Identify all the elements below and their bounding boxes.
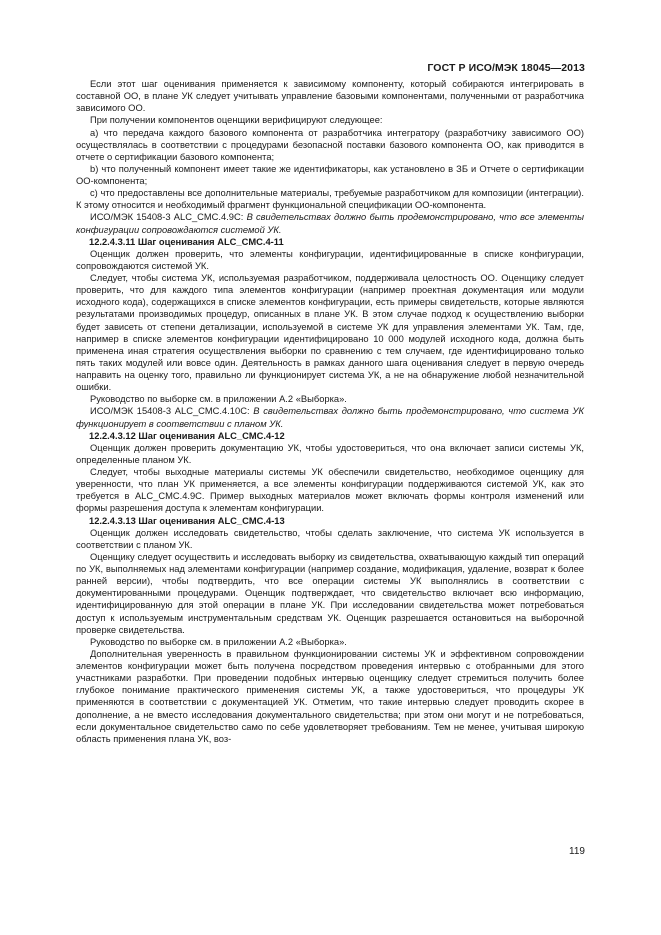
paragraph: c) что предоставлены все дополнительные материалы, требуемые разработчиком для композиции (интеграции). К этому относится и необходимый фрагмент функциональной спецификации ОО-компонента. <box>76 188 584 211</box>
paragraph: Следует, чтобы система УК, используемая разработчиком, поддерживала целостность ОО. Оценщику следует проверить, что для каждого типа элементов конфигурации (например проектная документация или модули исходного кода), содержащихся в списке элементов конфигурации, есть примеры свидетельств, которые являются результатами производимых процедур, описанных в плане УК. В этом случае подход к осуществлению выборки будет зависеть от степени детализации, используемой в системе УК для управления элементами УК. Там, где, например в списке элементов конфигурации идентифицировано 10 000 модулей исходного кода, должна быть применена иная стратегия осуществления выборки по сравнению с тем случаем, где идентифицировано только пять таких модулей или вовсе один. Деятельность в рамках данного шага оценивания следует в первую очередь направить на оценку того, правильно ли функционирует система УК, а не на обнаружение любой незначительной ошибки. <box>76 273 584 393</box>
paragraph: Оценщик должен исследовать свидетельство, чтобы сделать заключение, что система УК используется в соответствии с планом УК. <box>76 527 584 550</box>
reference-text: В свидетельствах должно быть продемонстрировано, что все элементы конфигурации сопровождаются системой УК. <box>76 212 584 235</box>
standard-reference <box>76 211 584 235</box>
paragraph: Следует, чтобы выходные материалы системы УК обеспечили свидетельство, необходимое оценщику для уверенности, что план УК применяется, а все элементы конфигурации поддерживаются системой УК, как это требуется в ALC_CMC.4.9C. Пример выходных материалов может включать формы контроля изменений или формы разрешения доступа к элементам конфигурации. <box>76 467 584 514</box>
reference-code: ИСО/МЭК 15408-3 ALC_CMC.4.10C: <box>90 406 250 417</box>
paragraph: Руководство по выборке см. в приложении А.2 «Выборка». <box>90 394 347 405</box>
paragraph: а) что передача каждого базового компонента от разработчика интегратору (разработчику зависимого ОО) осуществлялась в соответствии с процедурами безопасной поставки базового компонента ОО, как приводится в отчете о сертификации базового компонента; <box>76 127 584 162</box>
reference-code: ИСО/МЭК 15408-3 ALC_CMC.4.9C: <box>90 212 244 223</box>
paragraph: Оценщик должен проверить документацию УК, чтобы удостовериться, что она включает записи системы УК, определенные планом УК. <box>76 442 584 465</box>
reference-text: В свидетельствах должно быть продемонстрировано, что система УК функционирует в соответствии с планом УК. <box>76 406 584 429</box>
paragraph: b) что полученный компонент имеет такие же идентификаторы, как установлено в ЗБ и Отчете о сертификации ОО-компонента; <box>76 163 584 186</box>
standard-header: ГОСТ Р ИСО/МЭК 18045—2013 <box>427 62 585 74</box>
section-heading: 12.2.4.3.13 Шаг оценивания ALC_CMC.4-13 <box>89 515 285 526</box>
section-heading: 12.2.4.3.11 Шаг оценивания ALC_CMC.4-11 <box>89 236 284 247</box>
paragraph: При получении компонентов оценщики верифицируют следующее: <box>90 115 383 126</box>
standard-reference <box>76 405 584 429</box>
paragraph: Если этот шаг оценивания применяется к зависимому компоненту, который собираются интегрировать в составной ОО, в плане УК следует учитывать управление базовыми компонентами, полученными от разработчика зависимого ОО. <box>76 79 584 114</box>
page-number: 119 <box>569 846 585 857</box>
body-text <box>76 78 584 745</box>
paragraph: Руководство по выборке см. в приложении А.2 «Выборка». <box>90 636 347 647</box>
paragraph: Дополнительная уверенность в правильном функционировании системы УК и эффективном сопровождении элементов конфигурации может быть получена посредством проведения интервью с отобранными для этого участниками разработки. При проведении подобных интервью оценщику следует стремиться получить более глубокое понимание практического применения системы УК, а также удостовериться, что процедуры УК применяются в соответствии с документацией УК. Отметим, что такие интервью следует проводить скорее в дополнение, а не вместо исследования документального свидетельства; при этом они могут и не потребоваться, если документальное свидетельство само по себе удовлетворяет требованиям. Тем не менее, учитывая широкую область применения плана УК, воз- <box>76 648 584 744</box>
section-heading: 12.2.4.3.12 Шаг оценивания ALC_CMC.4-12 <box>89 430 285 441</box>
paragraph: Оценщик должен проверить, что элементы конфигурации, идентифицированные в списке конфигурации, сопровождаются системой УК. <box>76 248 584 271</box>
paragraph: Оценщику следует осуществить и исследовать выборку из свидетельства, охватывающую каждый тип операций по УК, выполняемых над элементами конфигурации (например создание, модификация, удаление, возврат к более ранней версии), чтобы подтвердить, что все операции системы УК выполнялись в соответствии с документированными процедурами. Оценщик подтверждает, что свидетельство включает всю информацию, идентифицированную для этой операции в плане УК. При исследовании свидетельства может потребоваться доступ к используемым инструментальным средствам УК. Оценщик разрешается остановиться на выборочной проверке свидетельства. <box>76 551 584 635</box>
